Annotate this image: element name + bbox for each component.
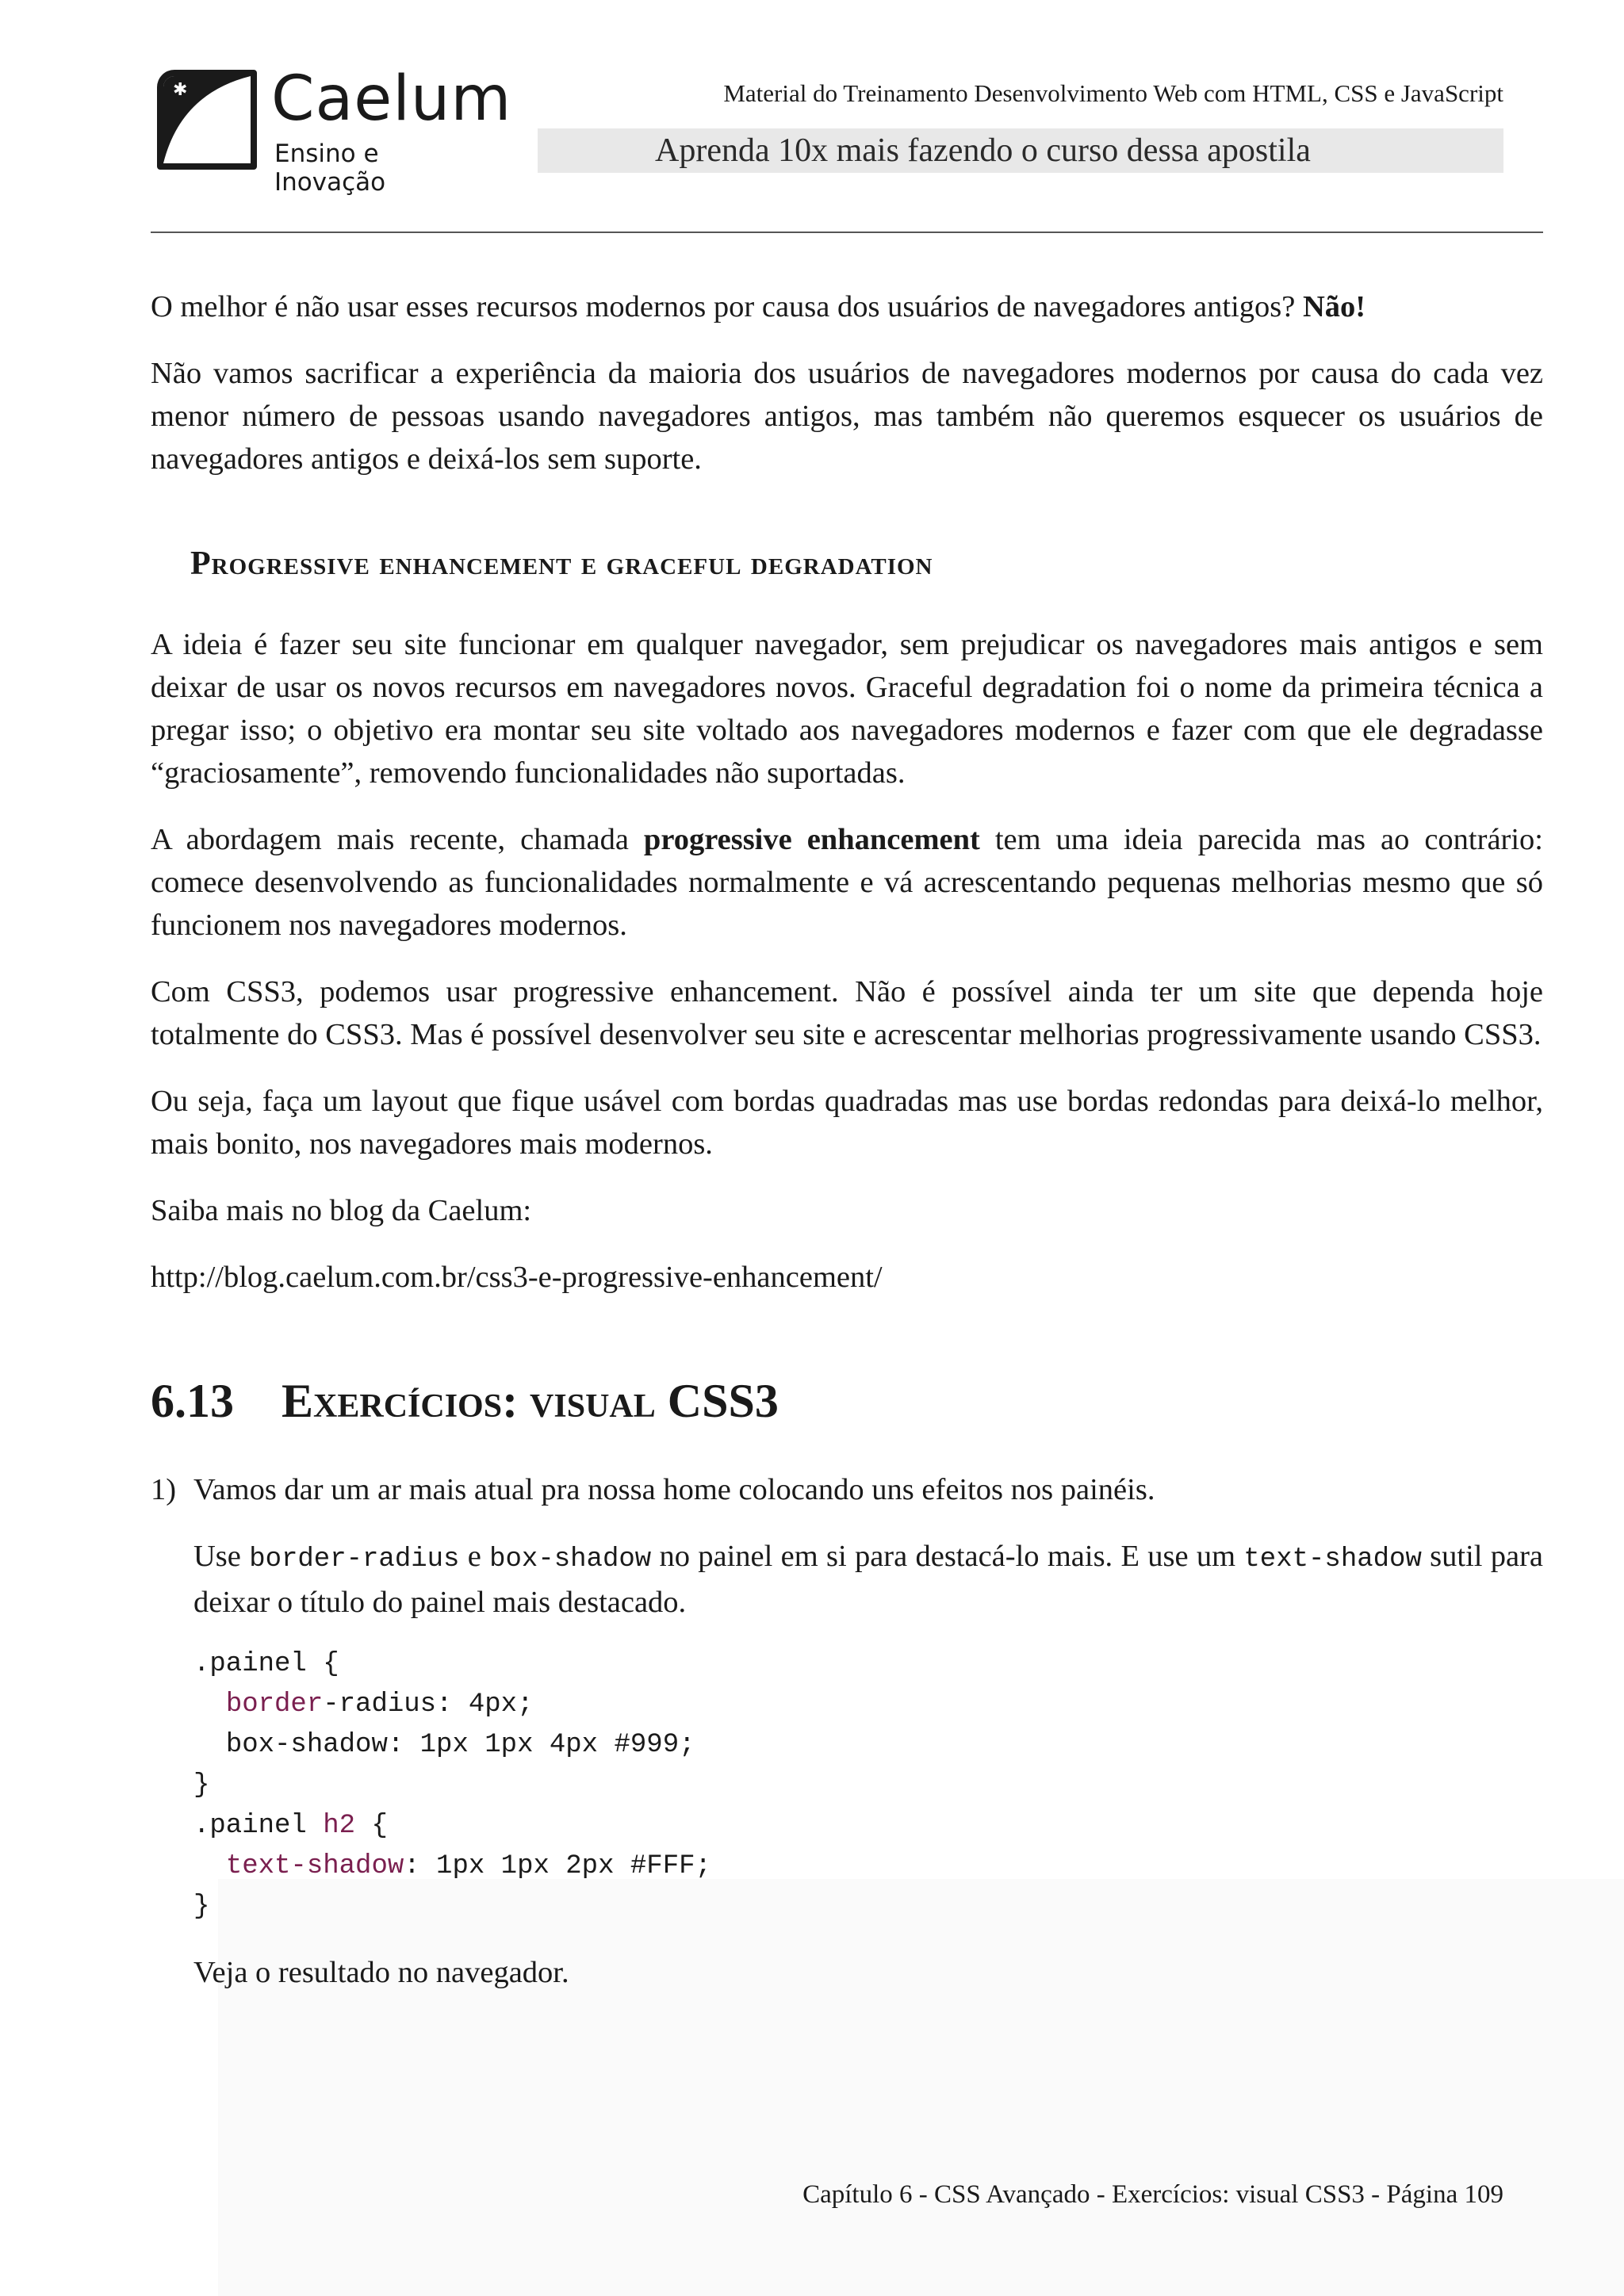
code-border-radius: border-radius: [249, 1544, 460, 1575]
p2-text-before: A abordagem mais recente, chamada: [151, 823, 644, 856]
code-keyword: h2: [323, 1811, 356, 1841]
code-line: {: [355, 1811, 388, 1841]
code-box-shadow: box-shadow: [489, 1544, 652, 1575]
code-block: [193, 1644, 1543, 1927]
question-answer: Não!: [1302, 290, 1366, 323]
exercise-list: [151, 1468, 1543, 1994]
subsection-paragraph-2: [151, 818, 1543, 947]
code-keyword: border: [225, 1689, 324, 1720]
header-course-title: Material do Treinamento Desenvolvimento Web com HTML, CSS e JavaScript: [723, 79, 1503, 107]
logo-mark-icon: ✱: [157, 70, 257, 170]
section-heading: [151, 1373, 1543, 1429]
page-content: [151, 285, 1543, 1994]
exercise-intro: Vamos dar um ar mais atual pra nossa home colocando uns efeitos nos painéis.: [193, 1473, 1155, 1506]
code-keyword: text-shadow: [225, 1851, 404, 1881]
subsection-heading: Progressive enhancement e graceful degradation: [190, 545, 933, 582]
exercise-body: [193, 1468, 1543, 1994]
code-line: -radius: 4px;: [323, 1689, 534, 1720]
instr-text-3: no painel em si para destacá-lo mais. E use um: [651, 1540, 1244, 1573]
exercise-number: 1): [151, 1473, 177, 1506]
blog-link[interactable]: http://blog.caelum.com.br/css3-e-progressive-enhancement/: [151, 1261, 883, 1294]
instr-text-2: e: [459, 1540, 490, 1573]
code-line: : 1px 1px 2px #FFF;: [404, 1851, 711, 1881]
exercise-instructions: [193, 1535, 1543, 1624]
instr-text-4: sutil para deixar o título do painel mais destacado.: [193, 1540, 1544, 1619]
intro-paragraph: Não vamos sacrificar a experiência da maioria dos usuários de navegadores modernos por causa do cada vez menor número de pessoas usando navegadores antigos, mas também não queremos esquecer os usuários de navegadores antigos e deixá-los sem suporte.: [151, 357, 1543, 476]
logo-tagline: Ensino e Inovação: [274, 140, 386, 197]
logo-name: Caelum: [271, 63, 512, 135]
question-text: O melhor é não usar esses recursos modernos por causa dos usuários de navegadores antigos?: [151, 290, 1296, 323]
exercise-outro: Veja o resultado no navegador.: [193, 1956, 569, 1989]
exercise-item: [151, 1468, 1543, 1994]
instr-text-1: Use: [193, 1540, 250, 1573]
subsection-paragraph-5: Saiba mais no blog da Caelum:: [151, 1194, 532, 1227]
section-number: 6.13: [151, 1375, 234, 1427]
code-text-shadow: text-shadow: [1243, 1544, 1422, 1575]
subsection-paragraph-4: Ou seja, faça um layout que fique usável com bordas quadradas mas use bordas redondas para deixá-lo melhor, mais bonito, nos navegadores mais modernos.: [151, 1085, 1543, 1161]
p2-bold-term: progressive enhancement: [643, 823, 980, 856]
code-line: .painel: [193, 1811, 324, 1841]
header-subtitle: Aprenda 10x mais fazendo o curso dessa apostila: [655, 132, 1311, 169]
code-line: box-shadow: 1px 1px 4px #999;: [225, 1730, 695, 1760]
intro-question: [151, 285, 1543, 328]
section-title: Exercícios: visual CSS3: [282, 1375, 779, 1427]
subsection-paragraph-3: Com CSS3, podemos usar progressive enhancement. Não é possível ainda ter um site que dependa hoje totalmente do CSS3. Mas é possível desenvolver seu site e acrescentar melhorias progressivamente usando CSS3.: [151, 975, 1543, 1051]
p2-text-after: tem uma ideia parecida mas ao contrário: comece desenvolvendo as funcionalidades normalmente e vá acrescentando pequenas melhorias mesmo que só funcionem nos navegadores modernos.: [151, 823, 1543, 942]
page-footer: Capítulo 6 - CSS Avançado - Exercícios: visual CSS3 - Página 109: [802, 2180, 1503, 2209]
header-divider: [151, 232, 1543, 233]
subsection-paragraph-1: A ideia é fazer seu site funcionar em qualquer navegador, sem prejudicar os navegadores mais antigos e sem deixar de usar os novos recursos em navegadores novos. Graceful degradation foi o nome da primeira técnica a pregar isso; o objetivo era montar seu site voltado aos navegadores modernos e fazer com que ele degradasse “graciosamente”, removendo funcionalidades não suportadas.: [151, 628, 1543, 790]
code-line: }: [193, 1892, 210, 1922]
caelum-logo: [157, 63, 512, 197]
code-line: .painel {: [193, 1649, 339, 1679]
code-line: }: [193, 1770, 210, 1800]
